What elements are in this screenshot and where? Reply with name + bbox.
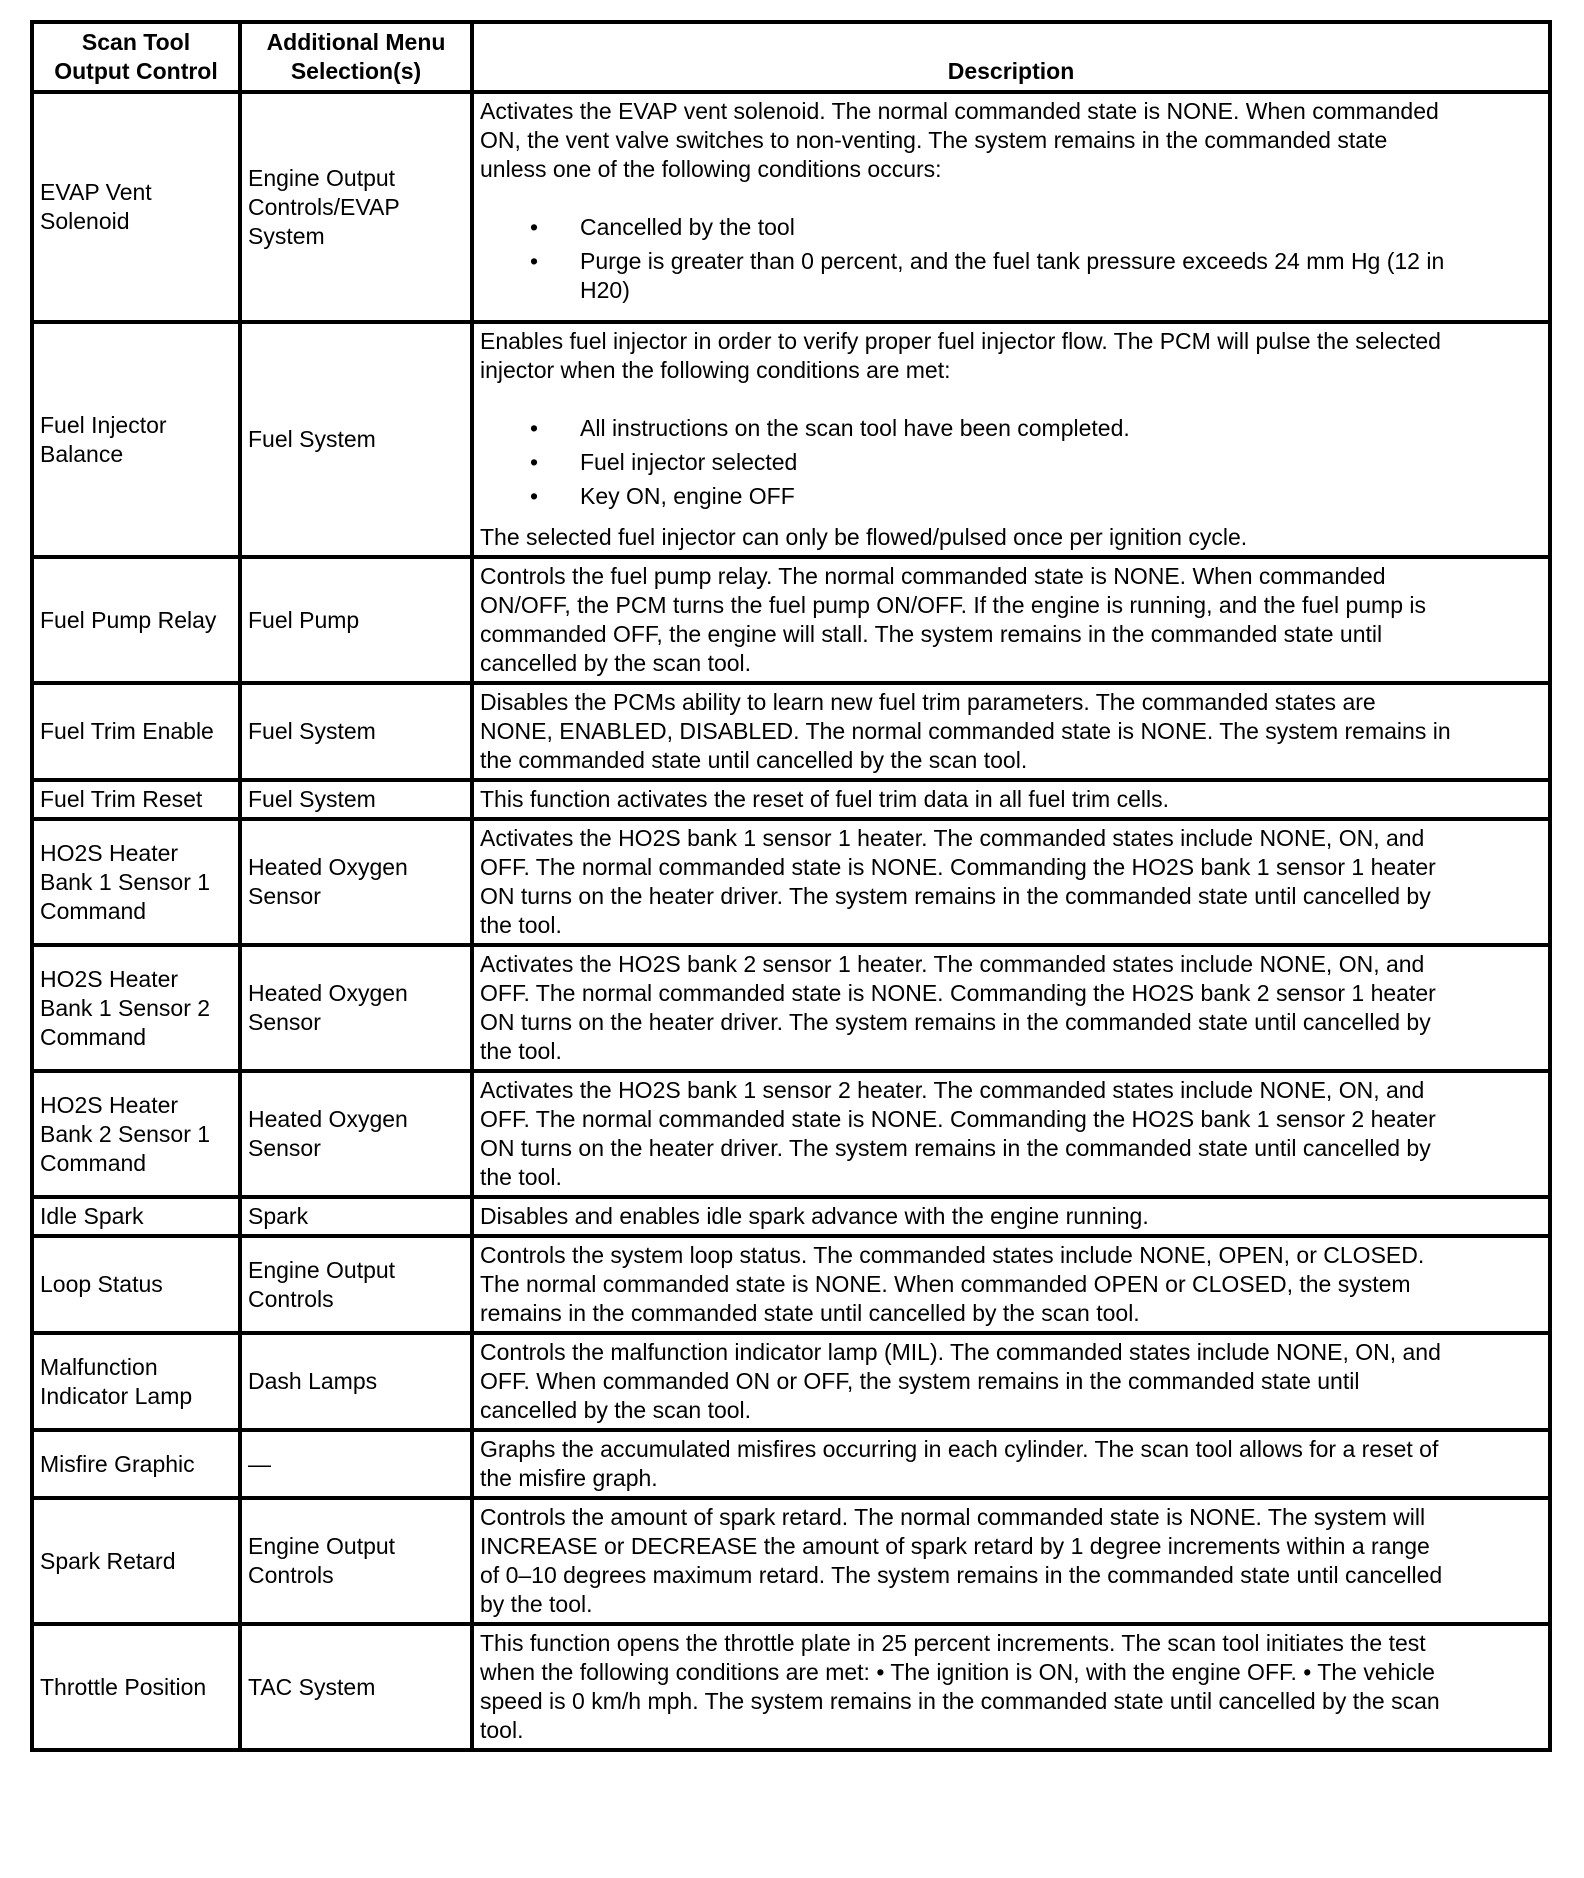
- header-line: Additional Menu: [266, 29, 446, 55]
- table-row: [32, 92, 1550, 322]
- description-cell: [472, 780, 1550, 819]
- text-line: Fuel System: [248, 718, 376, 744]
- text-line: tool.: [480, 1717, 524, 1743]
- table-row: [32, 945, 1550, 1071]
- text-line: OFF. The normal commanded state is NONE. Commanding the HO2S bank 1 sensor 1 heater: [480, 854, 1436, 880]
- menu-selection-cell: [240, 92, 472, 322]
- text-line: Fuel Trim Enable: [40, 718, 214, 744]
- description-text: [480, 824, 1542, 940]
- text-line: Controls the amount of spark retard. The normal commanded state is NONE. The system will: [480, 1504, 1426, 1530]
- text-line: ON/OFF, the PCM turns the fuel pump ON/OFF. If the engine is running, and the fuel pump is: [480, 592, 1426, 618]
- menu-selection-cell: [240, 1236, 472, 1333]
- text-line: cancelled by the scan tool.: [480, 1397, 752, 1423]
- description-cell: [472, 92, 1550, 322]
- text-line: ON, the vent valve switches to non-venting. The system remains in the commanded state: [480, 127, 1388, 153]
- text-line: System: [248, 222, 325, 249]
- menu-selection-cell: [240, 1333, 472, 1430]
- table-row: [32, 1197, 1550, 1236]
- text-line: injector when the following conditions are met:: [480, 357, 951, 383]
- text-line: speed is 0 km/h mph. The system remains in the commanded state until cancelled by the scan: [480, 1688, 1440, 1714]
- bullet-icon: •: [530, 214, 539, 240]
- text-line: the tool.: [480, 1038, 562, 1064]
- table-row: [32, 322, 1550, 557]
- menu-selection-cell: [240, 1071, 472, 1197]
- text-line: the misfire graph.: [480, 1465, 658, 1491]
- description-cell: [472, 1197, 1550, 1236]
- text-line: Spark: [248, 1203, 309, 1229]
- text-line: Fuel Pump Relay: [40, 606, 217, 633]
- text-line: —: [248, 1450, 271, 1477]
- description-cell: [472, 819, 1550, 945]
- menu-selection-cell: [240, 819, 472, 945]
- description-text: [480, 562, 1542, 678]
- text-line: Fuel Pump: [248, 606, 360, 633]
- menu-selection-cell: [240, 1624, 472, 1750]
- text-line: commanded OFF, the engine will stall. The system remains in the commanded state until: [480, 621, 1383, 647]
- output-control-cell: [32, 92, 240, 322]
- menu-selection-cell: [240, 780, 472, 819]
- list-item: [530, 448, 1542, 477]
- description-cell: [472, 1430, 1550, 1498]
- header-line: Output Control: [54, 58, 218, 84]
- text-line: Bank 1 Sensor 1: [40, 868, 211, 895]
- output-control-cell: [32, 683, 240, 780]
- text-line: by the tool.: [480, 1591, 593, 1617]
- text-line: Fuel System: [248, 426, 376, 452]
- table-row: [32, 819, 1550, 945]
- description-cell: [472, 557, 1550, 683]
- description-text: [480, 1503, 1542, 1619]
- text-line: when the following conditions are met: • The ignition is ON, with the engine OFF. • The vehicle: [480, 1659, 1435, 1685]
- text-line: Bank 1 Sensor 2: [40, 994, 211, 1021]
- text-line: Balance: [40, 440, 124, 467]
- list-item: [530, 414, 1542, 443]
- text-line: All instructions on the scan tool have been completed.: [580, 415, 1130, 441]
- table-row: [32, 557, 1550, 683]
- text-line: HO2S Heater: [40, 1091, 179, 1118]
- description-cell: [472, 683, 1550, 780]
- output-control-cell: [32, 819, 240, 945]
- text-line: unless one of the following conditions occurs:: [480, 156, 942, 182]
- text-line: TAC System: [248, 1673, 376, 1700]
- text-line: Graphs the accumulated misfires occurring in each cylinder. The scan tool allows for a reset of: [480, 1436, 1439, 1462]
- header-line: Selection(s): [290, 58, 422, 84]
- output-control-cell: [32, 1236, 240, 1333]
- text-line: Controls the malfunction indicator lamp (MIL). The commanded states include NONE, ON, and: [480, 1339, 1441, 1365]
- description-text: [480, 1241, 1542, 1328]
- table-row: [32, 1236, 1550, 1333]
- table-row: [32, 1498, 1550, 1624]
- text-line: Loop Status: [40, 1271, 163, 1297]
- text-line: HO2S Heater: [40, 839, 179, 866]
- description-cell: [472, 1498, 1550, 1624]
- description-text: [480, 785, 1542, 814]
- text-line: Activates the HO2S bank 1 sensor 2 heater. The commanded states include NONE, ON, and: [480, 1077, 1425, 1103]
- text-line: The selected fuel injector can only be flowed/pulsed once per ignition cycle.: [480, 524, 1248, 550]
- menu-selection-cell: [240, 683, 472, 780]
- text-line: Bank 2 Sensor 1: [40, 1120, 211, 1147]
- text-line: Controls: [248, 1285, 334, 1312]
- text-line: Command: [40, 1149, 147, 1176]
- text-line: Controls: [248, 1562, 334, 1588]
- text-line: Command: [40, 1023, 147, 1050]
- description-text: [480, 1076, 1542, 1192]
- text-line: Enables fuel injector in order to verify proper fuel injector flow. The PCM will pulse the selected: [480, 328, 1441, 354]
- text-line: Fuel Injector: [40, 411, 167, 438]
- text-line: Engine Output: [248, 164, 396, 191]
- list-item: [530, 482, 1542, 511]
- bullet-icon: •: [530, 483, 539, 509]
- text-line: Heated Oxygen: [248, 980, 408, 1006]
- text-line: NONE, ENABLED, DISABLED. The normal commanded state is NONE. The system remains in: [480, 718, 1451, 744]
- description-cell: [472, 1624, 1550, 1750]
- text-line: Controls the fuel pump relay. The normal commanded state is NONE. When commanded: [480, 563, 1386, 589]
- text-line: Dash Lamps: [248, 1368, 378, 1394]
- text-line: Activates the HO2S bank 2 sensor 1 heater. The commanded states include NONE, ON, and: [480, 951, 1425, 977]
- menu-selection-cell: [240, 945, 472, 1071]
- text-line: Solenoid: [40, 208, 130, 234]
- description-cell: [472, 1236, 1550, 1333]
- output-control-cell: [32, 1624, 240, 1750]
- output-control-cell: [32, 780, 240, 819]
- text-line: Idle Spark: [40, 1203, 144, 1229]
- text-line: H20): [580, 277, 630, 303]
- text-line: cancelled by the scan tool.: [480, 650, 752, 676]
- text-line: Disables and enables idle spark advance with the engine running.: [480, 1203, 1149, 1229]
- table-row: [32, 683, 1550, 780]
- table-row: [32, 1333, 1550, 1430]
- table-row: [32, 1071, 1550, 1197]
- table-body: [32, 92, 1550, 1750]
- text-line: Purge is greater than 0 percent, and the fuel tank pressure exceeds 24 mm Hg (12 in: [580, 248, 1445, 274]
- text-line: Fuel injector selected: [580, 449, 798, 475]
- text-line: OFF. The normal commanded state is NONE. Commanding the HO2S bank 1 sensor 2 heater: [480, 1106, 1436, 1132]
- list-item: [530, 213, 1542, 242]
- text-line: Fuel Trim Reset: [40, 786, 203, 812]
- description-text: [480, 1435, 1542, 1493]
- text-line: Controls the system loop status. The commanded states include NONE, OPEN, or CLOSED.: [480, 1242, 1425, 1268]
- condition-list: [480, 213, 1542, 305]
- header-row: [32, 22, 1550, 92]
- header-description: Description: [472, 22, 1550, 92]
- output-control-cell: [32, 557, 240, 683]
- output-control-cell: [32, 322, 240, 557]
- text-line: ON turns on the heater driver. The system remains in the commanded state until cancelled by: [480, 1009, 1431, 1035]
- text-line: Disables the PCMs ability to learn new fuel trim parameters. The commanded states are: [480, 689, 1376, 715]
- output-control-cell: [32, 1333, 240, 1430]
- text-line: Sensor: [248, 1009, 321, 1035]
- description-cell: [472, 1071, 1550, 1197]
- menu-selection-cell: [240, 1197, 472, 1236]
- text-line: Controls/EVAP: [248, 193, 400, 220]
- text-line: ON turns on the heater driver. The system remains in the commanded state until cancelled by: [480, 1135, 1431, 1161]
- output-control-cell: [32, 1498, 240, 1624]
- text-line: OFF. When commanded ON or OFF, the system remains in the commanded state until: [480, 1368, 1360, 1394]
- table-row: [32, 780, 1550, 819]
- condition-list: [480, 414, 1542, 511]
- text-line: This function opens the throttle plate in 25 percent increments. The scan tool initiates the test: [480, 1630, 1426, 1656]
- text-line: Sensor: [248, 883, 321, 909]
- description-cell: [472, 945, 1550, 1071]
- text-line: EVAP Vent: [40, 179, 152, 205]
- description-note: [480, 523, 1542, 552]
- text-line: ON turns on the heater driver. The system remains in the commanded state until cancelled by: [480, 883, 1431, 909]
- text-line: Key ON, engine OFF: [580, 483, 795, 509]
- text-line: This function activates the reset of fuel trim data in all fuel trim cells.: [480, 786, 1170, 812]
- table-row: [32, 1624, 1550, 1750]
- scan-tool-output-controls-table: [30, 20, 1552, 1752]
- description-text: [480, 950, 1542, 1066]
- text-line: Malfunction: [40, 1353, 158, 1380]
- description-text: [480, 1629, 1542, 1745]
- output-control-cell: [32, 1071, 240, 1197]
- header-additional-menu-selections: [240, 22, 472, 92]
- output-control-cell: [32, 945, 240, 1071]
- output-control-cell: [32, 1430, 240, 1498]
- text-line: Sensor: [248, 1135, 321, 1161]
- text-line: Engine Output: [248, 1256, 396, 1283]
- table-row: [32, 1430, 1550, 1498]
- text-line: The normal commanded state is NONE. When commanded OPEN or CLOSED, the system: [480, 1271, 1411, 1297]
- text-line: the tool.: [480, 1164, 562, 1190]
- description-text: [480, 1338, 1542, 1425]
- header-scan-tool-output-control: [32, 22, 240, 92]
- text-line: Throttle Position: [40, 1673, 207, 1700]
- text-line: remains in the commanded state until cancelled by the scan tool.: [480, 1300, 1140, 1326]
- menu-selection-cell: [240, 557, 472, 683]
- text-line: the tool.: [480, 912, 562, 938]
- bullet-icon: •: [530, 415, 539, 441]
- text-line: Cancelled by the tool: [580, 214, 795, 240]
- menu-selection-cell: [240, 322, 472, 557]
- text-line: of 0–10 degrees maximum retard. The system remains in the commanded state until cancelled: [480, 1562, 1443, 1588]
- text-line: Heated Oxygen: [248, 1106, 408, 1132]
- description-text: [480, 97, 1542, 184]
- description-text: [480, 327, 1542, 385]
- menu-selection-cell: [240, 1498, 472, 1624]
- text-line: Command: [40, 897, 147, 924]
- list-item: [530, 247, 1542, 305]
- text-line: INCREASE or DECREASE the amount of spark retard by 1 degree increments within a range: [480, 1533, 1430, 1559]
- bullet-icon: •: [530, 248, 539, 274]
- description-cell: [472, 322, 1550, 557]
- text-line: Spark Retard: [40, 1547, 176, 1574]
- text-line: Fuel System: [248, 786, 376, 812]
- text-line: Heated Oxygen: [248, 854, 408, 880]
- description-text: [480, 688, 1542, 775]
- text-line: the commanded state until cancelled by the scan tool.: [480, 747, 1028, 773]
- text-line: HO2S Heater: [40, 965, 179, 992]
- text-line: OFF. The normal commanded state is NONE. Commanding the HO2S bank 2 sensor 1 heater: [480, 980, 1436, 1006]
- description-text: [480, 1202, 1542, 1231]
- text-line: Engine Output: [248, 1533, 396, 1559]
- output-control-cell: [32, 1197, 240, 1236]
- text-line: Activates the HO2S bank 1 sensor 1 heater. The commanded states include NONE, ON, and: [480, 825, 1425, 851]
- description-cell: [472, 1333, 1550, 1430]
- text-line: Activates the EVAP vent solenoid. The normal commanded state is NONE. When commanded: [480, 98, 1439, 124]
- header-line: Scan Tool: [81, 29, 191, 55]
- text-line: Misfire Graphic: [40, 1450, 195, 1477]
- text-line: Indicator Lamp: [40, 1382, 193, 1409]
- menu-selection-cell: [240, 1430, 472, 1498]
- bullet-icon: •: [530, 449, 539, 475]
